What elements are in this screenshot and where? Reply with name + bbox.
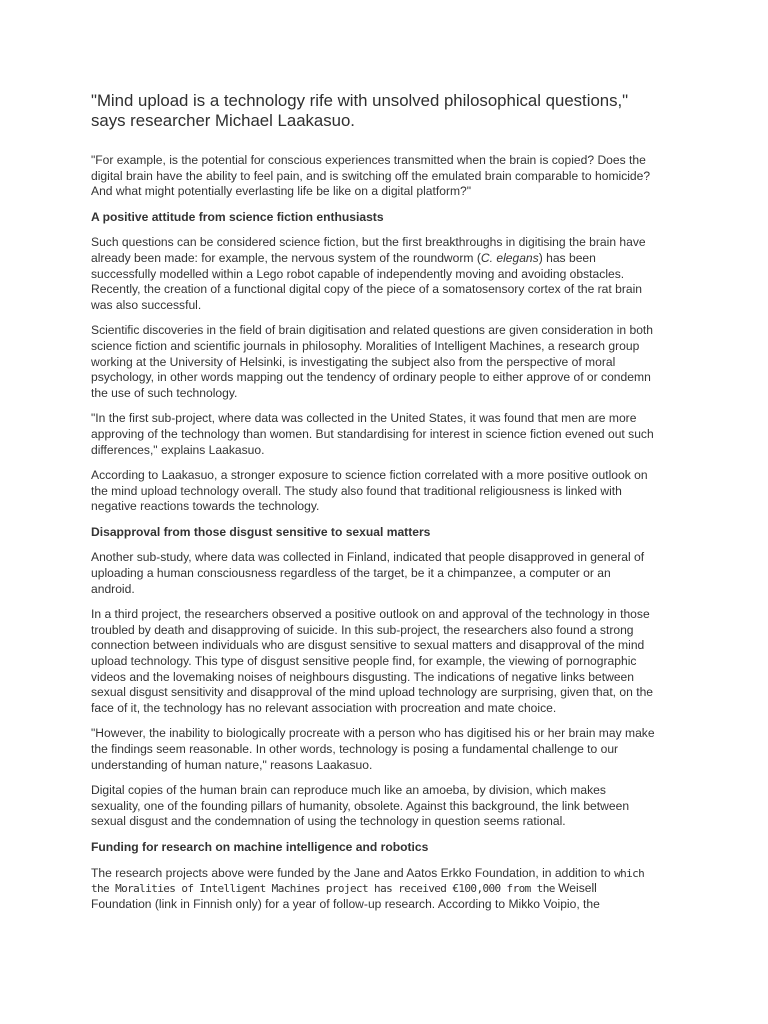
subheading-funding: Funding for research on machine intelligence and robotics bbox=[91, 839, 429, 854]
paragraph-breakthroughs-part-1: Such questions can be considered science fiction, but the first breakthroughs in digitising the brain have already been made: for example, the nervous system of the roundworm ( bbox=[91, 235, 646, 265]
paragraph-funding-part-2: Weisell Foundation (link in Finnish only) for a year of follow-up research. According to Mikko Voipio, the bbox=[91, 881, 600, 911]
subheading-science-fiction: A positive attitude from science fiction enthusiasts bbox=[91, 209, 384, 224]
paragraph-funding-mono-part: which the Moralities of Intelligent Machines project has received €100,000 from the bbox=[91, 866, 645, 896]
paragraph-funding bbox=[91, 866, 657, 913]
subheading-disgust-sensitivity: Disapproval from those disgust sensitive to sexual matters bbox=[91, 524, 431, 539]
paragraph-first-subproject: "In the first sub-project, where data was collected in the United States, it was found that men are more approving of the technology than women. But standardising for interest in science fiction evened out such differences," explains Laakasuo. bbox=[91, 411, 654, 457]
paragraph-third-project: In a third project, the researchers observed a positive outlook on and approval of the technology in those troubled by death and disapproving of suicide. In this sub-project, the researchers also found a strong connection between individuals who are disgust sensitive to sexual matters and disapproval of the mind upload technology. This type of disgust sensitive people find, for example, the viewing of pornographic videos and the lovemaking noises of neighbours disgusting. The indications of negative links between sexual disgust sensitivity and disapproval of the mind upload technology are surprising, given that, on the face of it, the technology has no relevant association with procreation and mate choice. bbox=[91, 607, 654, 715]
article bbox=[91, 91, 657, 922]
article-title: "Mind upload is a technology rife with unsolved philosophical questions," says researcher Michael Laakasuo. bbox=[91, 91, 629, 130]
paragraph-digital-copies: Digital copies of the human brain can reproduce much like an amoeba, by division, which makes sexuality, one of the founding pillars of humanity, obsolete. Against this background, the link between sexual disgust and the condemnation of using the technology in question seems rational. bbox=[91, 783, 630, 829]
paragraph-scientific-discoveries: Scientific discoveries in the field of brain digitisation and related questions are given consideration in both science fiction and scientific journals in philosophy. Moralities of Intelligent Machines, a research group working at the University of Helsinki, is investigating the subject also from the perspective of moral psychology, in other words mapping out the tendency of ordinary people to either approve of or condemn the use of such technology. bbox=[91, 323, 654, 400]
paragraph-finland-substudy: Another sub-study, where data was collected in Finland, indicated that people disapproved in general of uploading a human consciousness regardless of the target, be it a chimpanzee, a computer or an android. bbox=[91, 550, 645, 596]
paragraph-science-fiction-exposure: According to Laakasuo, a stronger exposure to science fiction correlated with a more positive outlook on the mind upload technology overall. The study also found that traditional religiousness is linked with negative reactions towards the technology. bbox=[91, 468, 648, 514]
species-name: C. elegans bbox=[480, 250, 539, 265]
paragraph-breakthroughs bbox=[91, 235, 657, 313]
paragraph-funding-part-1: The research projects above were funded by the Jane and Aatos Erkko Foundation, in addition to bbox=[91, 865, 615, 880]
paragraph-quote-procreate: "However, the inability to biologically procreate with a person who has digitised his or her brain may make the findings seem reasonable. In other words, technology is posing a fundamental challenge to our understanding of human nature," reasons Laakasuo. bbox=[91, 726, 655, 772]
paragraph-quote-questions: "For example, is the potential for conscious experiences transmitted when the brain is copied? Does the digital brain have the ability to feel pain, and is switching off the emulated brain comparable to homicide? And what might potentially everlasting life be like on a digital platform?" bbox=[91, 153, 651, 199]
paragraph-breakthroughs-part-2: ) has been successfully modelled within a Lego robot capable of independently moving and avoiding obstacles. Recently, the creation of a functional digital copy of the piece of a somatosensory cortex of the rat brain was also successful. bbox=[91, 250, 643, 312]
